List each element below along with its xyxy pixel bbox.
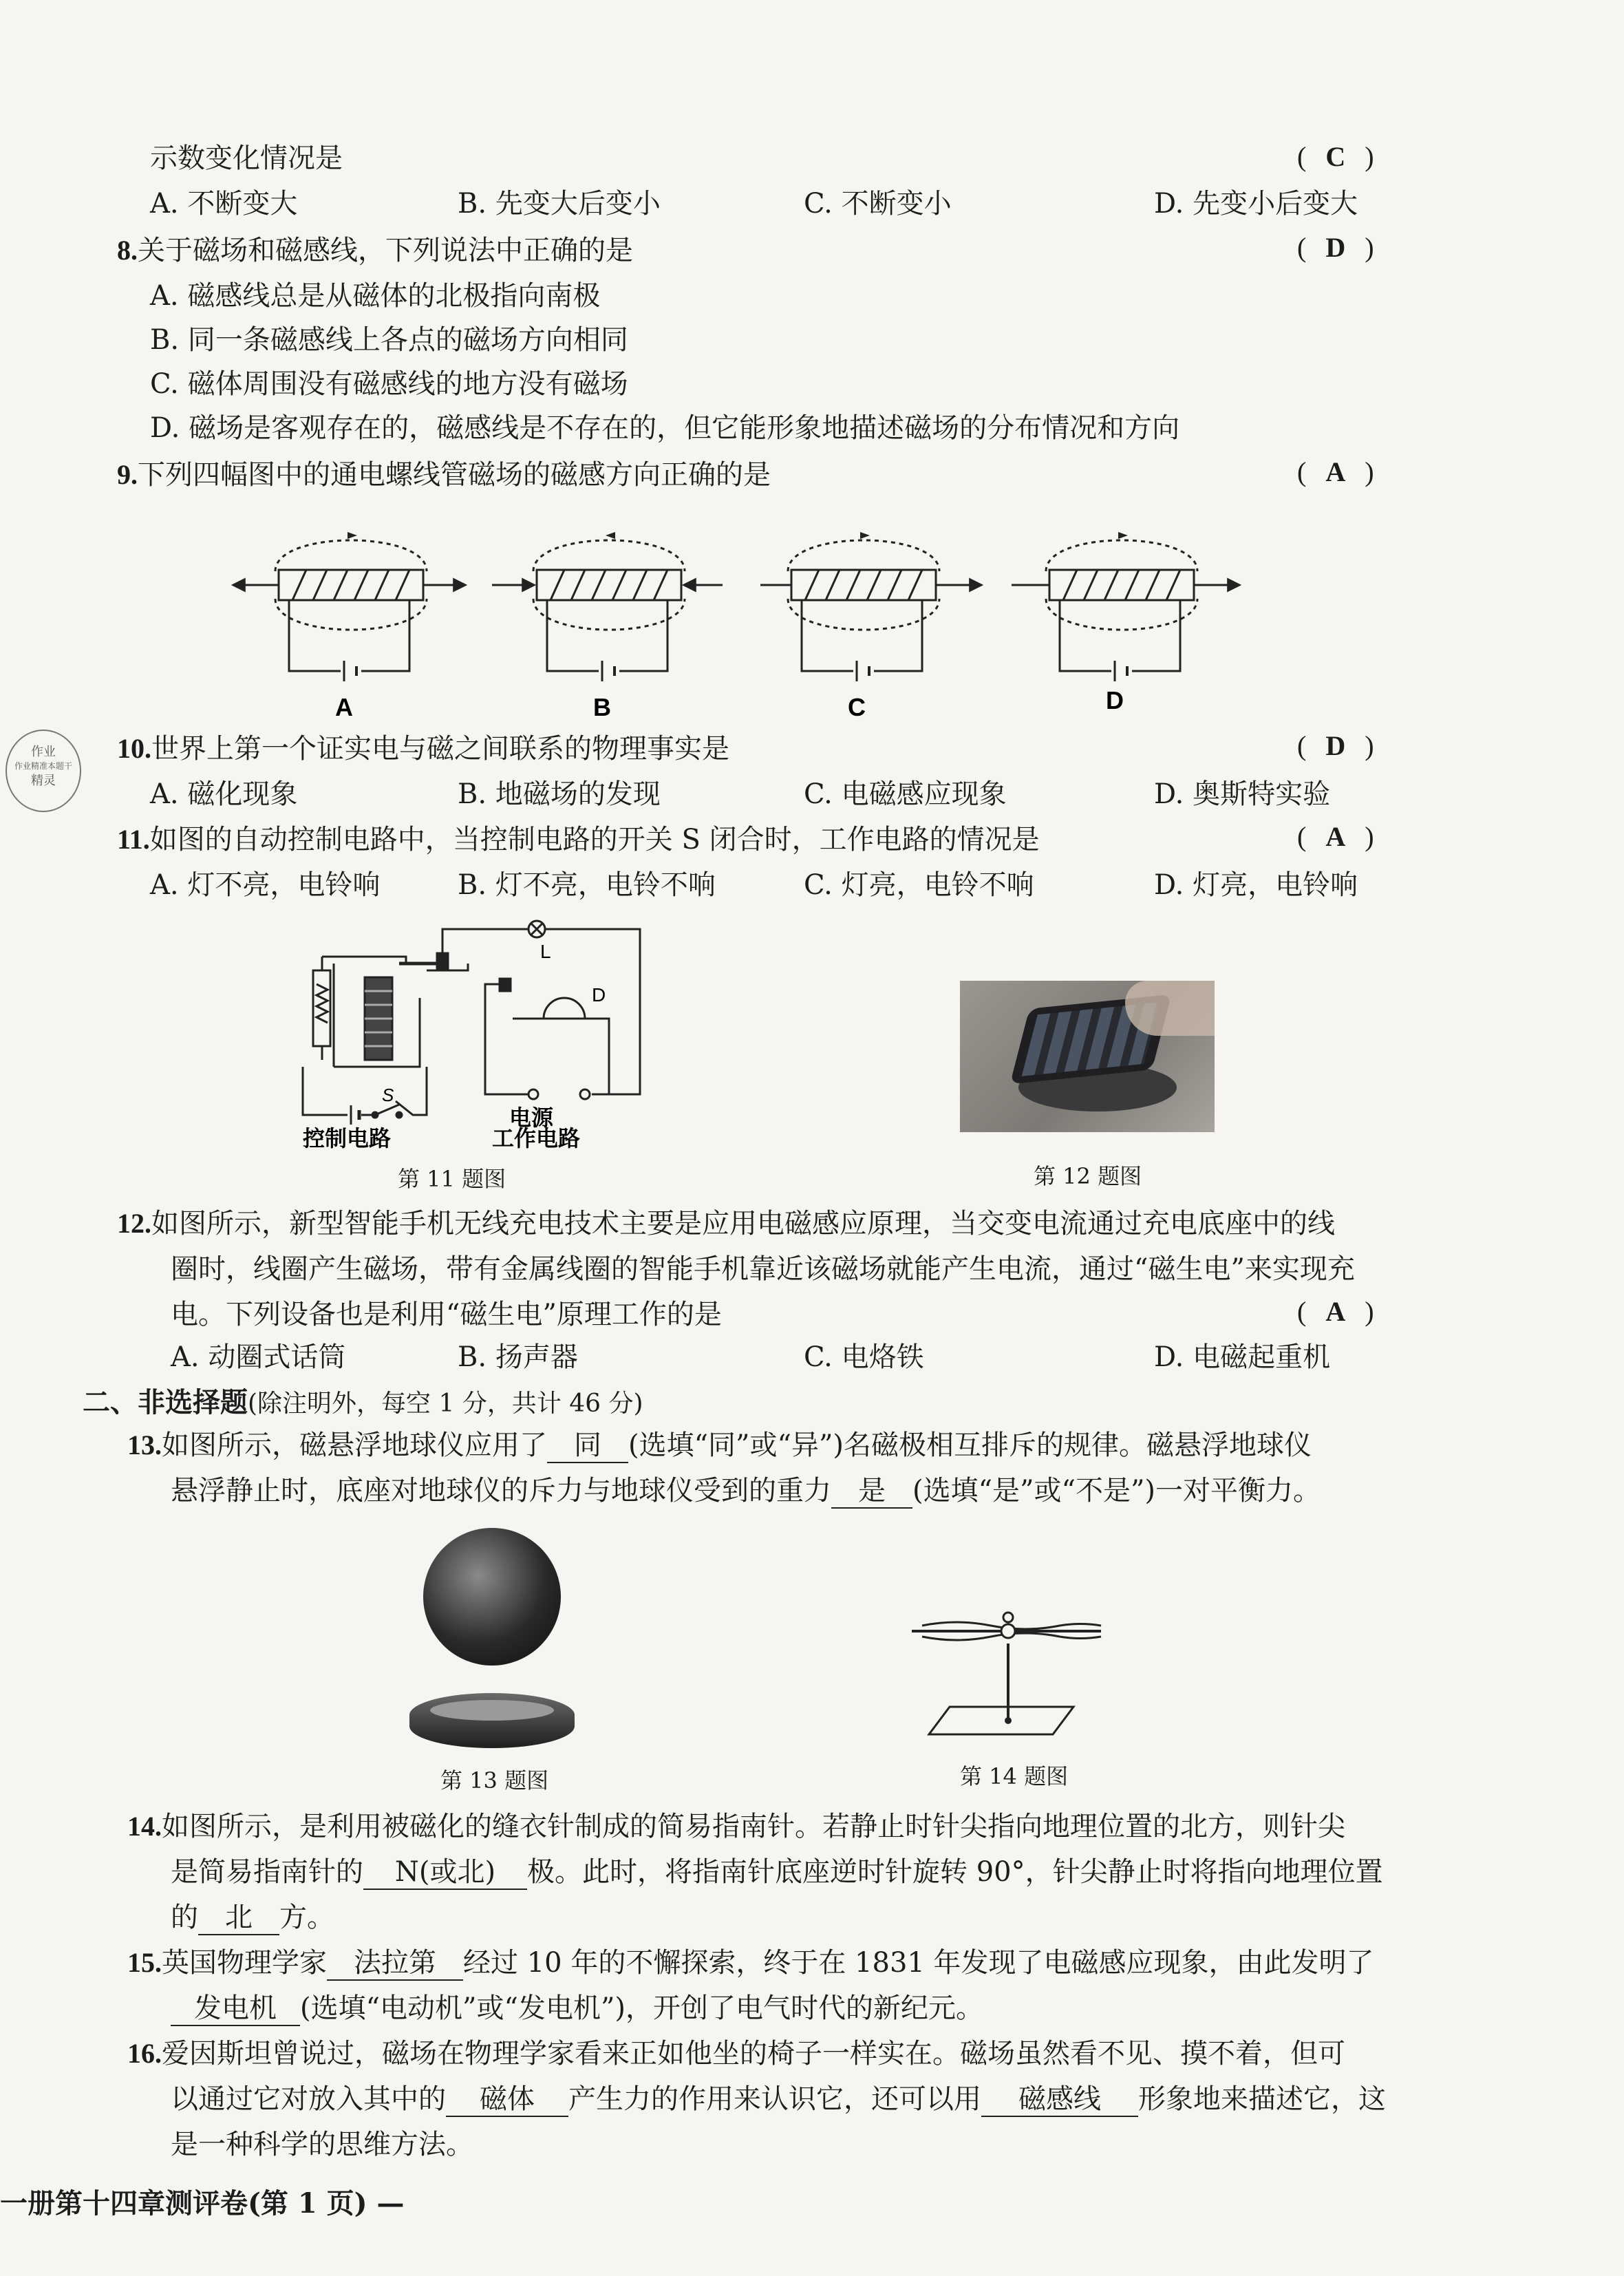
q15-blank-1: 法拉第 (327, 1946, 463, 1981)
solenoid-label-c: C (848, 693, 866, 721)
q12-wireless-charging-photo (960, 981, 1215, 1132)
q14-line1: 14.如图所示，是利用被磁化的缝衣针制成的简易指南针。若静止时针尖指向地理位置的北方，则针尖 (127, 1811, 1345, 1842)
q16-line3: 是一种科学的思维方法。 (171, 2129, 473, 2160)
q13-maglev-globe-photo (409, 1528, 575, 1755)
q11-option-b: B. 灯不亮，电铃不响 (458, 869, 716, 901)
q14-blank-1: N(或北) (363, 1855, 527, 1890)
q13-line2: 悬浮静止时，底座对地球仪的斥力与地球仪受到的重力 是 (选填“是”或“不是”)一对平衡力。 (171, 1474, 1321, 1509)
q12-answer: ( A ) (1297, 1296, 1374, 1327)
solenoid-label-d: D (1106, 686, 1124, 714)
work-circuit (427, 921, 640, 1099)
q8-answer: ( D ) (1297, 232, 1374, 263)
q8-option-c: C. 磁体周围没有磁感线的地方没有磁场 (150, 368, 628, 400)
q16-line1: 16.爱因斯坦曾说过，磁场在物理学家看来正如他坐的椅子一样实在。磁场虽然看不见、摸不着，但可 (127, 2038, 1345, 2070)
q12-question-line1: 12.如图所示，新型智能手机无线充电技术主要是应用电磁感应原理，当交变电流通过充电底座中的线 (117, 1208, 1335, 1240)
q12-caption: 第 12 题图 (1034, 1163, 1142, 1189)
control-circuit (303, 957, 440, 1125)
relay-label-s: S (382, 1085, 394, 1105)
q13-caption: 第 13 题图 (440, 1767, 549, 1794)
relay-label-power: 电源 (509, 1105, 554, 1130)
margin-stamp: 作业 作业精准本题干 精灵 (6, 730, 81, 812)
page-footer: 一册第十四章测评卷(第 1 页) — (0, 2187, 405, 2220)
q16-blank-1: 磁体 (446, 2083, 568, 2117)
q11-option-c: C. 灯亮，电铃不响 (804, 869, 1034, 901)
q12-option-a: A. 动圈式话筒 (171, 1341, 346, 1373)
q9-solenoid-figures (220, 509, 1032, 730)
q13-blank-2: 是 (831, 1474, 912, 1509)
q12-option-b: B. 扬声器 (458, 1341, 578, 1373)
relay-label-d: D (592, 984, 606, 1006)
q7-option-c: C. 不断变小 (804, 188, 952, 220)
base (409, 1693, 575, 1748)
globe (423, 1528, 561, 1666)
q8-option-b: B. 同一条磁感线上各点的磁场方向相同 (150, 324, 628, 356)
q10-option-b: B. 地磁场的发现 (458, 778, 661, 810)
q11-option-a: A. 灯不亮，电铃响 (150, 869, 381, 901)
relay-label-l: L (540, 941, 551, 962)
q16-line2: 以通过它对放入其中的 磁体 产生力的作用来认识它，还可以用 磁感线 形象地来描述它，这 (171, 2083, 1386, 2117)
q7-option-b: B. 先变大后变小 (458, 188, 661, 220)
q15-line2: 发电机 (选填“电动机”或“发电机”)，开创了电气时代的新纪元。 (171, 1992, 983, 2026)
q14-compass-figure (908, 1610, 1115, 1741)
hand (1125, 981, 1215, 1036)
q8-option-d: D. 磁场是客观存在的，磁感线是不存在的，但它能形象地描述磁场的分布情况和方向 (150, 412, 1180, 444)
q12-option-d: D. 电磁起重机 (1154, 1341, 1331, 1373)
q9-answer: ( A ) (1297, 456, 1374, 487)
q7-option-a: A. 不断变大 (150, 188, 298, 220)
q14-line2: 是简易指南针的 N(或北) 极。此时，将指南针底座逆时针旋转 90°，针尖静止时将指向地理位置 (171, 1855, 1383, 1890)
relay-label-control: 控制电路 (303, 1126, 392, 1149)
q16-blank-2: 磁感线 (981, 2083, 1138, 2117)
solenoid-label-a: A (335, 693, 353, 721)
solenoid-label-b: B (593, 693, 611, 721)
q9-solenoid-figure-d (991, 509, 1280, 730)
q15-blank-2: 发电机 (171, 1992, 300, 2026)
section2-heading: 二、非选择题(除注明外，每空 1 分，共计 46 分) (83, 1386, 643, 1418)
q11-option-d: D. 灯亮，电铃响 (1154, 869, 1358, 901)
q9-question: 9.下列四幅图中的通电螺线管磁场的磁感方向正确的是 (117, 459, 771, 491)
q11-question: 11.如图的自动控制电路中，当控制电路的开关 S 闭合时，工作电路的情况是 (117, 824, 1040, 855)
relay-label-work: 工作电路 (492, 1126, 581, 1149)
q14-line3: 的 北 方。 (171, 1901, 334, 1935)
q8-option-a: A. 磁感线总是从磁体的北极指向南极 (150, 280, 601, 312)
q10-option-c: C. 电磁感应现象 (804, 778, 1007, 810)
q12-question-line2: 圈时，线圈产生磁场，带有金属线圈的智能手机靠近该磁场就能产生电流，通过“磁生电”来实现充 (171, 1253, 1355, 1285)
q10-question: 10.世界上第一个证实电与磁之间联系的物理事实是 (117, 733, 729, 765)
solenoid-figure-b (492, 532, 723, 721)
q15-line1: 15.英国物理学家 法拉第 经过 10 年的不懈探索，终于在 1831 年发现了电磁感应现象，由此发明了 (127, 1946, 1374, 1981)
q14-caption: 第 14 题图 (960, 1763, 1069, 1789)
q11-relay-circuit-figure (296, 915, 654, 1149)
q14-blank-2: 北 (198, 1901, 279, 1935)
q7-answer: ( C ) (1297, 141, 1374, 172)
q7-option-d: D. 先变小后变大 (1154, 188, 1358, 220)
q11-answer: ( A ) (1297, 821, 1374, 852)
q11-caption: 第 11 题图 (398, 1166, 506, 1192)
q10-answer: ( D ) (1297, 730, 1374, 761)
q12-question-line3: 电。下列设备也是利用“磁生电”原理工作的是 (171, 1299, 722, 1330)
q13-line1: 13.如图所示，磁悬浮地球仪应用了 同 (选填“同”或“异”)名磁极相互排斥的规律。磁悬浮地球仪 (127, 1429, 1312, 1463)
q12-option-c: C. 电烙铁 (804, 1341, 924, 1373)
solenoid-figure-a (234, 532, 464, 721)
q8-question: 8.关于磁场和磁感线，下列说法中正确的是 (117, 235, 633, 266)
solenoid-figure-c (760, 532, 981, 721)
q13-blank-1: 同 (547, 1429, 628, 1463)
q7-stem-tail: 示数变化情况是 (150, 142, 343, 174)
q10-option-a: A. 磁化现象 (150, 778, 298, 810)
q10-option-d: D. 奥斯特实验 (1154, 778, 1331, 810)
